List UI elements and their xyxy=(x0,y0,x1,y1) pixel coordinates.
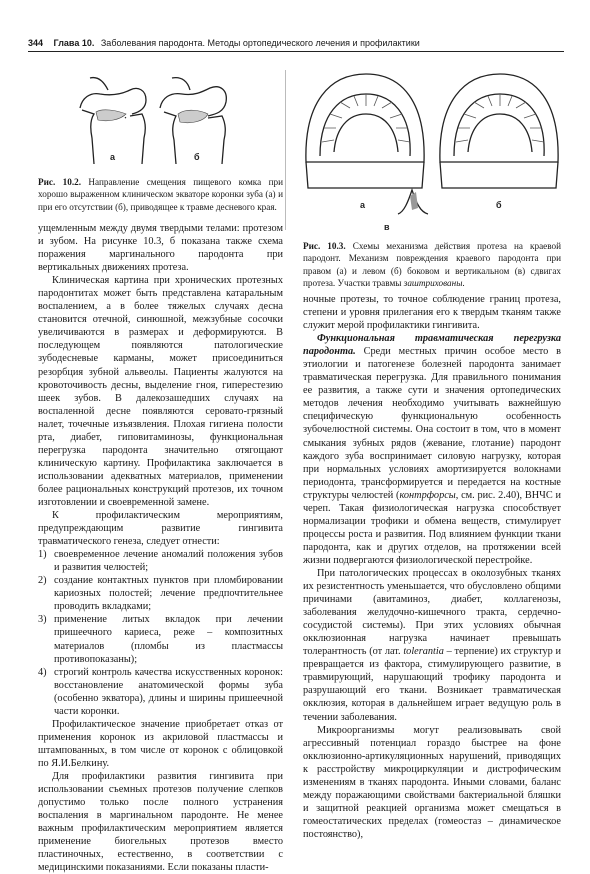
caption-label: Рис. 10.2. xyxy=(38,177,82,187)
paragraph-text: Среди местных причин особое место в этиологии и патогенезе болезней пародонта занимает травматическая перегрузка. Для правильного понимания ее развития, а также сути и значения ортопедических методов лечения необходимо учитывать важнейшую специфическую функциональную особенность зубочелюстной системы. Она состоит в том, что в момент смыкания зубных рядов (жевание, глотание) пародонт каждого зуба воспринимает силовую нагрузку, которая при нормальных условиях амортизируется волокнами периодонта, трансформируется и передается на костные структуры челюстей ( xyxy=(303,346,561,501)
figure-10-3-caption xyxy=(303,240,561,290)
caption-end: . xyxy=(462,278,465,289)
chapter-label: Глава 10. xyxy=(53,38,95,48)
paragraph-text: , см. рис. 2.40), ВНЧС и череп. Такая физиологическая нагрузка способствует нормализации трофики и обмена веществ, стимулирует процессы роста и развития. Под влиянием функции ткани пародонта, как и других отделов, на протяжении всей жизни подвергаются физиологической перестройке. xyxy=(303,489,561,566)
list-number: 3) xyxy=(38,614,47,626)
list-item xyxy=(38,574,283,613)
left-column xyxy=(38,222,283,874)
list-text: создание контактных пунктов при пломбировании кариозных полостей; лечение предпочтительнее проводить вкладками; xyxy=(54,575,283,613)
prevention-list xyxy=(38,548,283,718)
figure-divider xyxy=(285,70,286,230)
paragraph: Для профилактики развития гингивита при использовании съемных протезов получение слепков допустимо только после полного устранения воспаления в маргинальном пародонте. Не менее важным профилактическим мероприятием является применение биогельных протезов вместо пластиночных, естественно, в соответствии с медицинскими показаниями. Если показаны пласти- xyxy=(38,770,283,874)
header-rule xyxy=(28,51,564,52)
fig2-label-a: а xyxy=(360,200,366,210)
list-number: 2) xyxy=(38,575,47,587)
running-header xyxy=(28,36,564,50)
right-column xyxy=(303,293,561,841)
italic-term: tolerantia xyxy=(403,646,444,658)
fig2-label-v: в xyxy=(384,222,390,232)
page-number: 344 xyxy=(28,38,44,48)
caption-label: Рис. 10.3. xyxy=(303,241,346,251)
list-item xyxy=(38,666,283,718)
caption-italic: заштрихованы xyxy=(403,278,463,289)
paragraph xyxy=(303,332,561,567)
list-text: строгий контроль качества искусственных коронок: восстановление анатомической формы зуба (особенно экватора), длины и ширины пришеечной части коронки. xyxy=(54,666,283,717)
fig1-label-a: а xyxy=(110,152,116,162)
paragraph: Профилактическое значение приобретает отказ от применения коронок из акриловой пластмассы и штампованных, в том числе от коронок с облицовкой по Я.И.Белкину. xyxy=(38,718,283,769)
figure-10-2-caption xyxy=(38,176,283,213)
fig1-label-b: б xyxy=(194,152,200,162)
fig2-label-b: б xyxy=(496,200,502,210)
list-item xyxy=(38,613,283,665)
paragraph-text: При патологических процессах в околозубных тканях их резистентность уменьшается, что обусловлено общими причинами (авитаминоз, диабет, коллагенозы, заболевания желудочно-кишечного тракта, сердечно-сосудистой системы). При этих условиях обычная окклюзионная нагрузка начинает превышать толерантность (от лат. xyxy=(303,567,561,658)
section-heading: Функциональная травматическая перегрузка пародонта. xyxy=(303,333,561,358)
chapter-title: Заболевания пародонта. Методы ортопедического лечения и профилактики xyxy=(100,38,420,48)
paragraph: Микроорганизмы могут реализовывать свой агрессивный потенциал гораздо быстрее на фоне окклюзионно-артикуляционных нарушений, приводящих к расстройству микроциркуляции и дистрофическим изменениям в тканях пародонта. Иными словами, баланс между поражающими свойствами бактериальной бляшки и защитной реакцией организма может смещаться в гомеостатических пределах (гомеостаз – динамическое постоянство), xyxy=(303,724,561,840)
italic-term: контрфорсы xyxy=(399,489,456,501)
list-text: своевременное лечение аномалий положения зубов и развития челюстей; xyxy=(54,549,283,574)
paragraph: Клиническая картина при хронических протезных пародонтитах может быть представлена катаральным воспалением, а в более тяжелых случаях десна становится отечной, синюшной, межзубные сосочки увеличиваются в размерах и деформируются. В последующем появляются патологические зубодесневые карманы, может присоединиться резорбция зубной альвеолы. Пациенты жалуются на кровоточивость десны, выделение гноя, гиперестезию шеек зубов. В далекозашедших случаях на воспаленной десне появляются серовато-грязный налет, точечные изъязвления. Плохая гигиена полости рта, диабет, гиповитаминозы, функциональная перегрузка пародонта значительно отягощают клиническую картину. Профилактика заключается в использовании адекватных материалов, применении более рациональных конструкций протезов, их точном изготовлении и своевременной замене. xyxy=(38,275,283,508)
list-number: 4) xyxy=(38,666,47,678)
list-item xyxy=(38,548,283,574)
paragraph xyxy=(303,567,561,724)
figure-10-3 xyxy=(300,62,562,240)
caption-text: Направление смещения пищевого комка при хорошо выраженном клиническом экваторе коронки зуба (а) и при его отсутствии (б), приводящее к травме десневого края. xyxy=(38,177,283,212)
list-text: применение литых вкладок при лечении пришеечного кариеса, реже – композитных материалов (пломбы из пластмассы противопоказаны); xyxy=(54,614,283,665)
list-number: 1) xyxy=(38,549,47,561)
figure-10-2 xyxy=(60,68,260,168)
caption-text: Схемы механизма действия протеза на краевой пародонт. Механизм повреждения краевого пародонта при правом (а) и левом (б) боковом и вертикальном (в) сдвигах протеза. Участки травмы xyxy=(303,241,562,289)
paragraph: К профилактическим мероприятиям, предупреждающим развитие гингивита травматического генеза, следует отнести: xyxy=(38,510,283,548)
paragraph-text: – терпение) их структур и превращается из фактора, стимулирующего развитие, в травмирующий, нарушающий трофику пародонта и разрушающий его ткани. Возникает травматическая окклюзия, которая в дальнейшем играет ведущую роль в течении заболевания. xyxy=(303,646,561,723)
paragraph: ущемленным между двумя твердыми телами: протезом и зубом. На рисунке 10.3, б показана также схема поражения маргинального пародонта при вертикальных движениях протеза. xyxy=(38,223,283,274)
paragraph: ночные протезы, то точное соблюдение границ протеза, степени и уровня прилегания его к твердым тканям также служит мерой профилактики гингивита. xyxy=(303,294,561,332)
